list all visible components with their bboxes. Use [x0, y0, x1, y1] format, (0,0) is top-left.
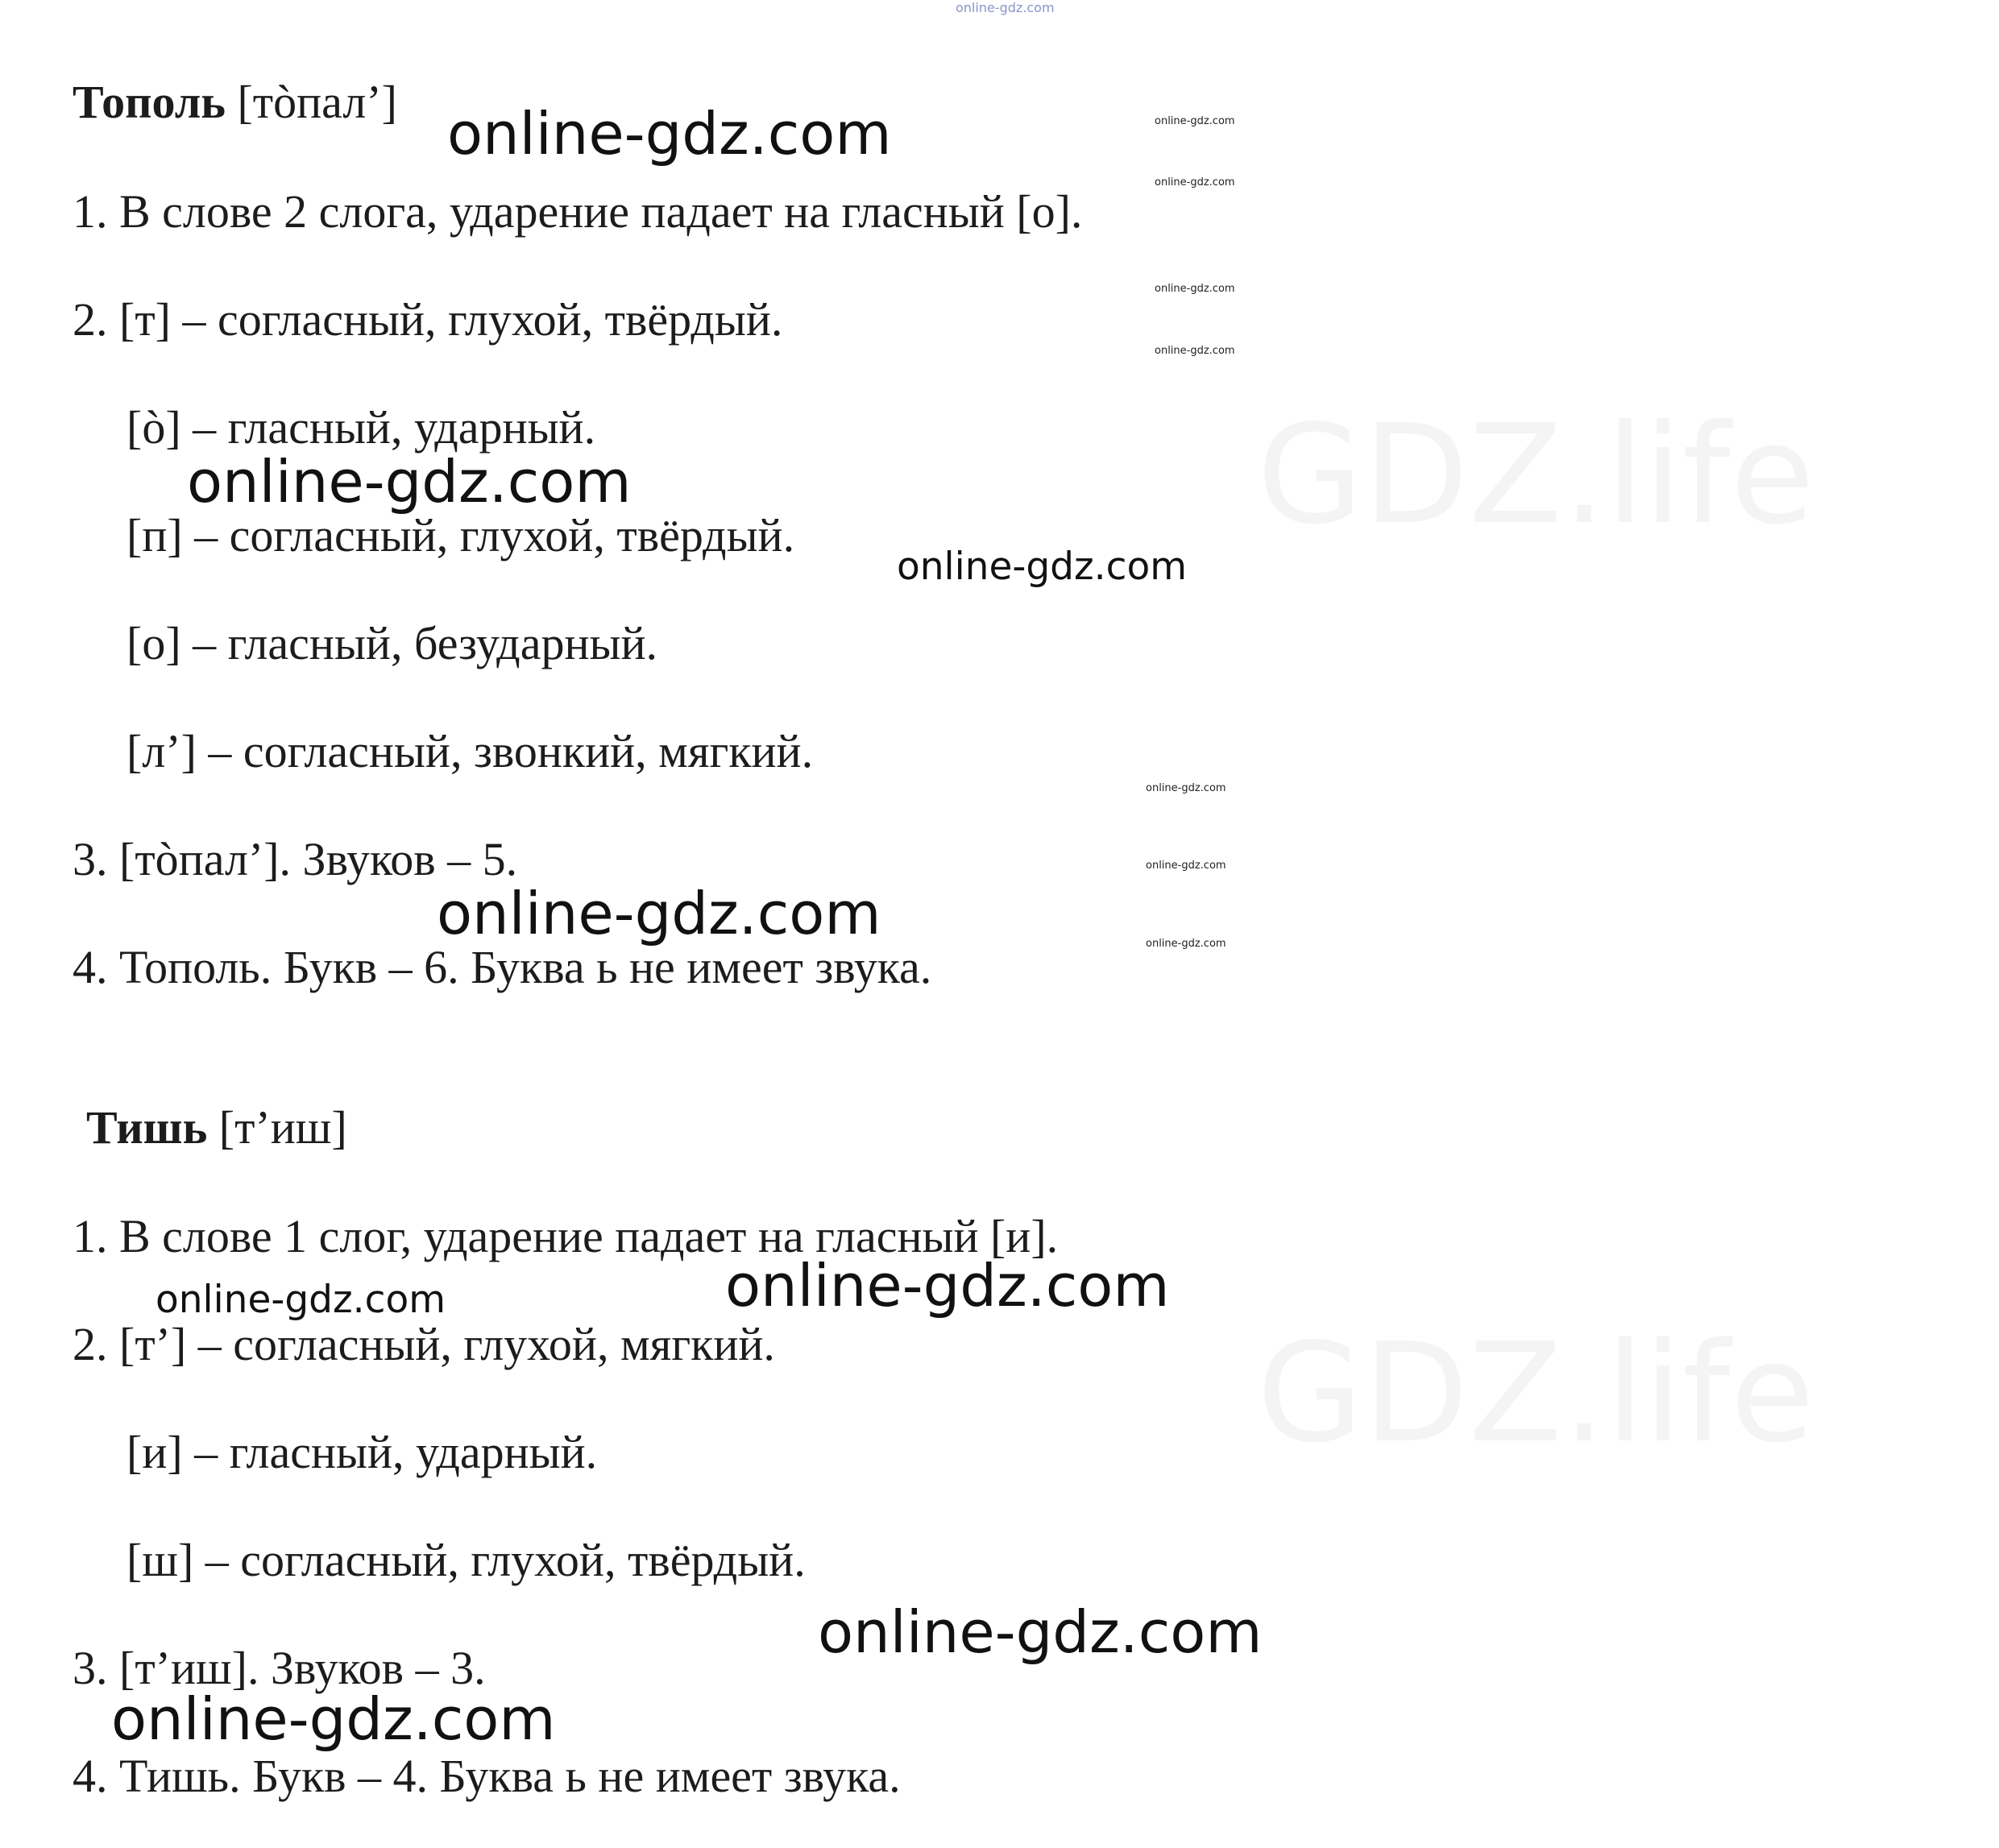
word2-item-2: 2. [т’] – согласный, глухой, мягкий.	[73, 1318, 775, 1370]
word2-item-4: [ш] – согласный, глухой, твёрдый.	[126, 1534, 806, 1586]
word1-title: Тополь	[73, 76, 226, 128]
ghost-watermark: GDZ.life	[1257, 396, 1815, 555]
watermark-text: online-gdz.com	[437, 880, 881, 947]
word1-item-3: [ò] – гласный, ударный.	[126, 401, 596, 454]
watermark-text: online-gdz.com	[447, 100, 892, 168]
word1-item-6: [л’] – согласный, звонкий, мягкий.	[126, 725, 814, 777]
watermark-text: online-gdz.com	[1155, 345, 1235, 357]
word1-item-4: [п] – согласный, глухой, твёрдый.	[126, 509, 795, 561]
ghost-watermark: GDZ.life	[1257, 1314, 1815, 1473]
word1-item-7: 3. [тòпал’]. Звуков – 5.	[73, 833, 518, 885]
word1-item-8: 4. Тополь. Букв – 6. Буква ь не имеет звука.	[73, 941, 932, 993]
watermark-text: online-gdz.com	[1155, 115, 1235, 127]
watermark-text: online-gdz.com	[1146, 860, 1226, 872]
word1-transcription: [тòпал’]	[237, 76, 397, 128]
word1-heading	[73, 76, 397, 128]
word1-item-2: 2. [т] – согласный, глухой, твёрдый.	[73, 293, 783, 346]
watermark-text: online-gdz.com	[1155, 176, 1235, 189]
word2-item-1: 1. В слове 1 слог, ударение падает на гласный [и].	[73, 1210, 1059, 1262]
word2-heading	[86, 1101, 347, 1154]
word2-item-5: 3. [т’иш]. Звуков – 3.	[73, 1642, 486, 1694]
watermark-text: online-gdz.com	[187, 448, 632, 516]
watermark-text: online-gdz.com	[1146, 782, 1226, 794]
watermark-text: online-gdz.com	[111, 1685, 556, 1753]
watermark-text: online-gdz.com	[956, 0, 1055, 15]
word2-title: Тишь	[86, 1101, 208, 1154]
word2-item-3: [и] – гласный, ударный.	[126, 1426, 598, 1478]
watermark-text: online-gdz.com	[1146, 938, 1226, 950]
watermark-text: online-gdz.com	[818, 1598, 1263, 1666]
watermark-text: online-gdz.com	[725, 1252, 1170, 1320]
watermark-text: online-gdz.com	[1155, 283, 1235, 295]
watermark-text: online-gdz.com	[897, 545, 1187, 589]
word2-item-6: 4. Тишь. Букв – 4. Буква ь не имеет звука.	[73, 1750, 901, 1802]
word1-item-5: [о] – гласный, безударный.	[126, 617, 657, 669]
word2-transcription: [т’иш]	[218, 1101, 347, 1154]
watermark-text: online-gdz.com	[156, 1278, 446, 1322]
word1-item-1: 1. В слове 2 слога, ударение падает на гласный [о].	[73, 185, 1083, 238]
